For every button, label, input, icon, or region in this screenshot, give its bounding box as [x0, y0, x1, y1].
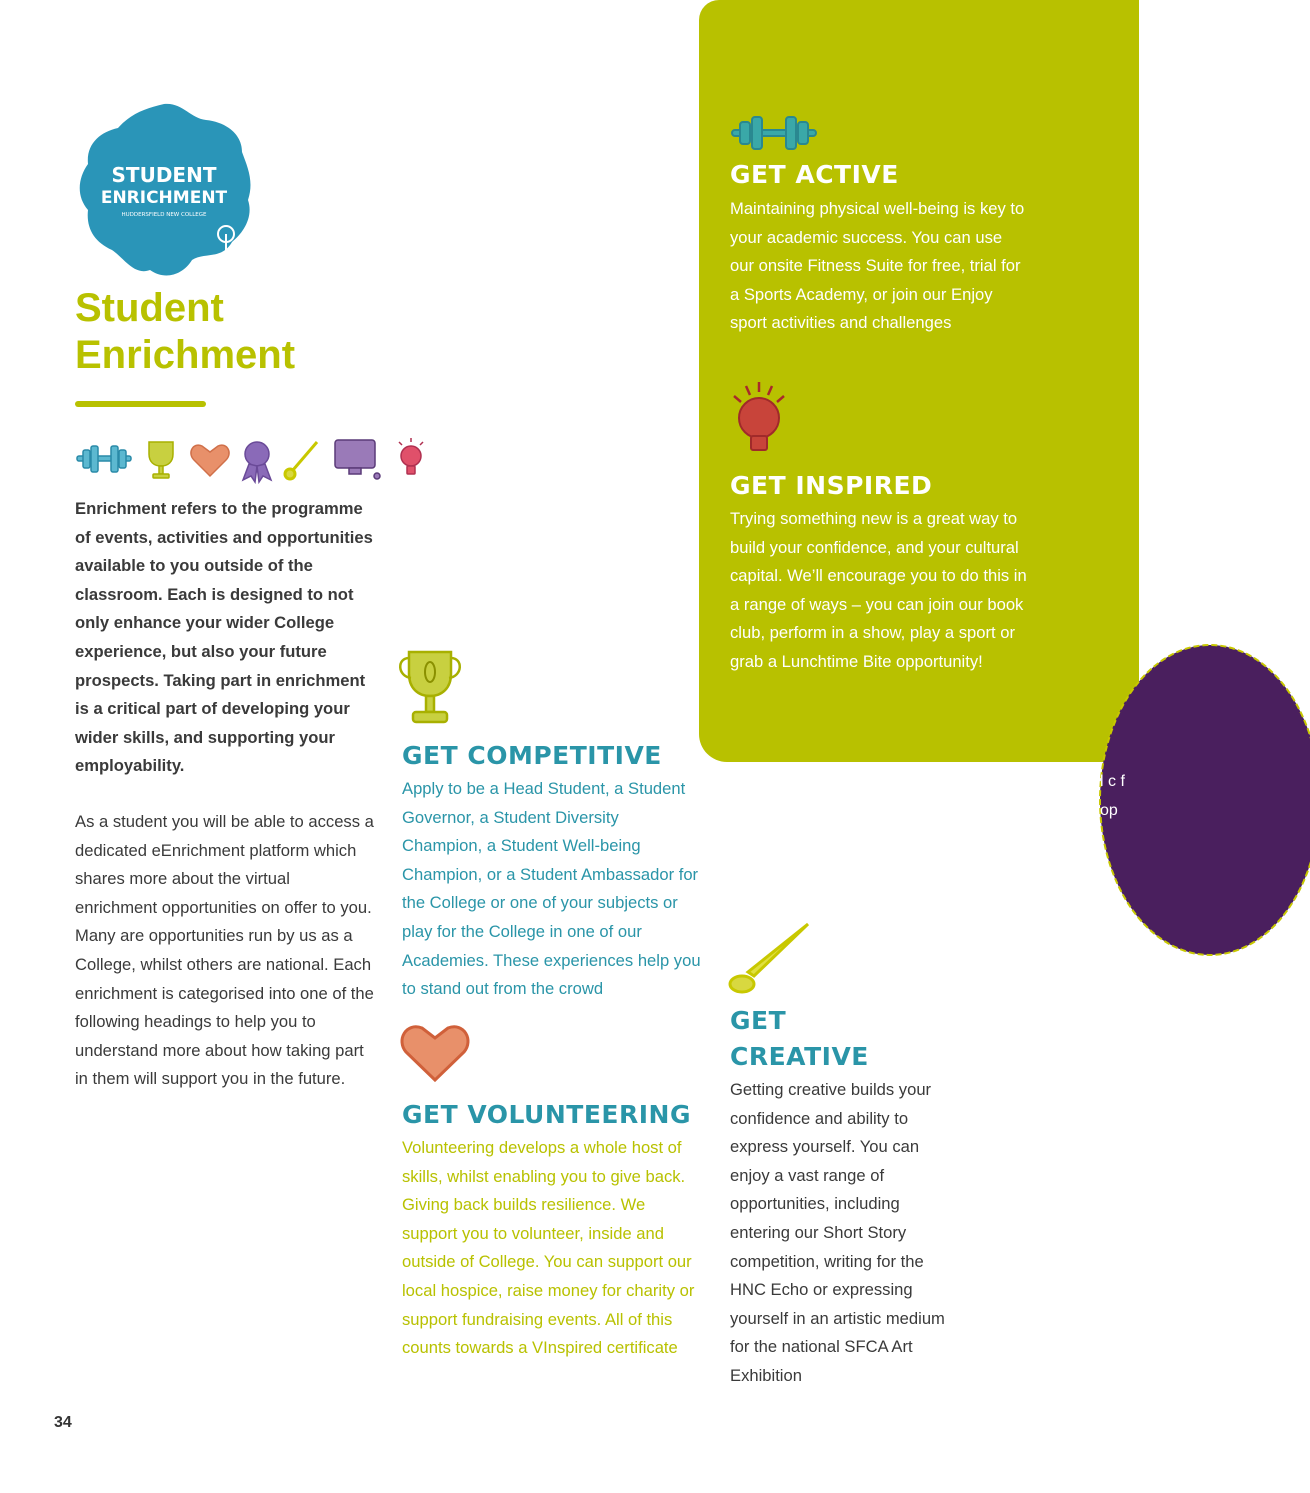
get-inspired-text: Trying something new is a great way to build your confidence, and your cultural capital. We’ll encourage you to do this in a range of ways – you can join our book club, perform in a show, play a sport or grab a Lunchtime Bite opportunity!	[730, 509, 1027, 671]
paintbrush-icon	[285, 442, 317, 479]
get-creative-heading-line1: GET	[730, 1006, 787, 1035]
get-inspired-heading: GET INSPIRED	[730, 471, 933, 500]
get-creative-heading	[730, 1003, 869, 1075]
page-title	[75, 285, 375, 379]
computer-icon	[335, 440, 380, 479]
title-underline	[75, 401, 206, 407]
get-competitive-heading: GET COMPETITIVE	[402, 741, 662, 770]
intro-bold-paragraph: Enrichment refers to the programme of events, activities and opportunities available to you outside of the classroom. Each is designed to not only enhance your wider College experience, but also your future prospects. Taking part in enrichment is a critical part of developing your wider skills, and supporting your employability.	[75, 499, 373, 776]
get-volunteering-heading: GET VOLUNTEERING	[402, 1100, 691, 1129]
lightbulb-icon	[726, 380, 792, 458]
get-creative-text: Getting creative builds your confidence and ability to express yourself. You can enjoy a vast range of opportunities, including entering our Short Story competition, writing for the HNC Echo or expressing yourself in an artistic medium for the national SFCA Art Exhibition	[730, 1080, 945, 1385]
dumbbell-icon	[77, 446, 131, 472]
logo-line3: HUDDERSFIELD NEW COLLEGE	[121, 212, 207, 218]
student-enrichment-logo	[72, 100, 256, 282]
trophy-icon	[395, 648, 465, 728]
category-icons-row	[75, 436, 435, 482]
title-line1: Student	[75, 286, 224, 330]
rosette-icon	[243, 442, 271, 482]
intro-paragraph: As a student you will be able to access a dedicated eEnrichment platform which shares more about the virtual enrichment opportunities on offer to you. Many are opportunities run by us as a College, whilst others are national. Each enrichment is categorised into one of the following headings to help you to understand more about how taking part in them will support you in the future.	[75, 812, 374, 1089]
get-active-text: Maintaining physical well-being is key to your academic success. You can use our onsite Fitness Suite for free, trial for a Sports Academy, or join our Enjoy sport activities and challenges	[730, 199, 1025, 333]
get-competitive-text: Apply to be a Head Student, a Student Governor, a Student Diversity Champion, a Student Well-being Champion, or a Student Ambassador for the College or one of your subjects or play for the College in one of our Academies. These experiences help you to stand out from the crowd	[402, 779, 701, 999]
trophy-icon	[149, 442, 173, 478]
logo-line2: ENRICHMENT	[100, 188, 228, 208]
heart-icon	[191, 445, 229, 476]
logo-line1: STUDENT	[111, 163, 217, 187]
get-volunteering-text: Volunteering develops a whole host of skills, whilst enabling you to give back. Giving back builds resilience. We support you to volunteer, inside and outside of College. You can support our local hospice, raise money for charity or support fundraising events. All of this counts towards a VInspired certificate	[402, 1138, 695, 1358]
get-active-heading: GET ACTIVE	[730, 160, 899, 189]
dumbbell-icon	[730, 114, 818, 152]
heart-icon	[398, 1022, 472, 1084]
purple-partial-text: l c f op	[1100, 773, 1125, 819]
lightbulb-icon	[399, 438, 423, 474]
title-line2: Enrichment	[75, 333, 296, 377]
paintbrush-icon	[724, 920, 814, 996]
purple-blob	[1050, 640, 1310, 960]
get-creative-heading-line2: CREATIVE	[730, 1042, 869, 1071]
page-number: 34	[54, 1414, 72, 1431]
